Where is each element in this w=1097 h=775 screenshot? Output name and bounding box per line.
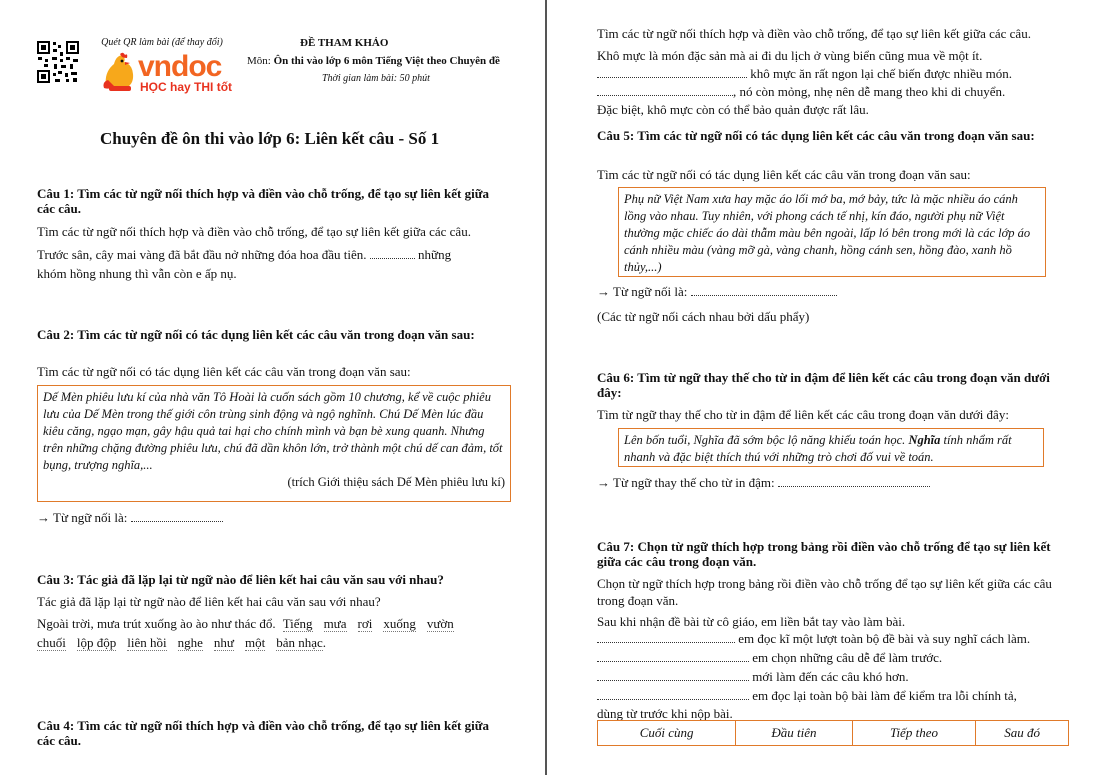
q7-line-3-text: em chọn những câu dễ để làm trước. bbox=[749, 650, 943, 665]
slogan-part-1: HỌC hay bbox=[140, 80, 191, 94]
q1-text-a: Trước sân, cây mai vàng đã bắt đầu nở những đóa hoa đầu tiên. bbox=[37, 247, 370, 262]
fill-blank[interactable] bbox=[597, 669, 749, 681]
question-5-prompt: Tìm các từ ngữ nối có tác dụng liên kết các câu văn trong đoạn văn sau: bbox=[597, 167, 971, 182]
q7-options-table bbox=[597, 720, 1069, 746]
question-3-prompt: Tác giả đã lặp lại từ ngữ nào để liên kết hai câu văn sau với nhau? bbox=[37, 594, 381, 609]
question-4-heading: Câu 4: Tìm các từ ngữ nối thích hợp và điền vào chỗ trống, để tạo sự liên kết giữa các câu. bbox=[37, 718, 490, 748]
word-chip[interactable]: xuống bbox=[383, 616, 416, 631]
q2-quote-source: (trích Giới thiệu sách Dế Mèn phiêu lưu kí) bbox=[287, 475, 505, 489]
word-chip[interactable]: nghe bbox=[177, 635, 203, 650]
q4-line-1: Khô mực là món đặc sản mà ai đi du lịch ở vùng biển cũng mua về một ít. bbox=[597, 48, 983, 63]
time-limit: Thời gian làm bài: 50 phút bbox=[322, 73, 430, 84]
question-3-line-2 bbox=[37, 634, 527, 651]
question-3-line-1 bbox=[37, 615, 527, 632]
word-chip[interactable]: Tiếng bbox=[282, 616, 313, 631]
q5-answer-label: → Từ ngữ nối là: bbox=[597, 284, 691, 299]
q2-answer-label: → Từ ngữ nối là: bbox=[37, 510, 131, 525]
question-5-note: (Các từ ngữ nối cách nhau bởi dấu phẩy) bbox=[597, 309, 810, 324]
q7-line-1: Sau khi nhận đề bài từ cô giáo, em liền bắt tay vào làm bài. bbox=[597, 614, 906, 629]
option-cell[interactable]: Tiếp theo bbox=[852, 721, 976, 746]
question-6-prompt: Tìm từ ngữ thay thế cho từ in đậm để liên kết các câu trong đoạn văn dưới đây: bbox=[597, 407, 1009, 422]
q4-line-2-text: khô mực ăn rất ngon lại chế biến được nhiều món. bbox=[747, 66, 1013, 81]
qr-code-icon[interactable] bbox=[36, 40, 80, 84]
question-6-heading: Câu 6: Tìm từ ngữ thay thế cho từ in đậm để liên kết các câu trong đoạn văn dưới đây: bbox=[597, 370, 1050, 400]
subject-line bbox=[247, 55, 500, 67]
q6-answer-label: → Từ ngữ thay thế cho từ in đậm: bbox=[597, 475, 778, 490]
option-cell[interactable]: Cuối cùng bbox=[598, 721, 736, 746]
option-cell[interactable]: Sau đó bbox=[976, 721, 1069, 746]
answer-blank[interactable] bbox=[691, 284, 837, 296]
subject-prefix: Môn: bbox=[247, 55, 274, 67]
logo-wordmark: vndoc bbox=[138, 50, 222, 83]
page-divider bbox=[545, 0, 547, 775]
question-6-passage bbox=[618, 428, 1044, 467]
question-4-prompt: Tìm các từ ngữ nối thích hợp và điền vào chỗ trống, để tạo sự liên kết giữa các câu. bbox=[597, 26, 1031, 41]
fill-blank[interactable] bbox=[597, 66, 747, 78]
page-title: Chuyên đề ôn thi vào lớp 6: Liên kết câu - Số 1 bbox=[100, 129, 440, 148]
q4-line-3 bbox=[597, 83, 1087, 100]
left-page bbox=[0, 0, 545, 775]
word-chip[interactable]: một bbox=[244, 635, 266, 650]
q2-quote-text: Dế Mèn phiêu lưu kí của nhà văn Tô Hoài là cuốn sách gồm 10 chương, kể về cuộc phiêu lưu của Dế Mèn trong thế giới côn trùng sinh động và ngộ nghĩnh. Chú Dế Mèn lúc đầu kiêu căng, ngạo mạn, gây hậu quả tai hại cho chính mình và bạn bè xung quanh. Nhưng trên những chặng đường phiêu lưu, chú đã dần khôn lớn, trở thành một chú dế can đảm, tốt bụng, trượng nghĩa,... bbox=[43, 390, 503, 472]
option-cell[interactable]: Đầu tiên bbox=[736, 721, 852, 746]
logo-slogan bbox=[140, 80, 232, 94]
q3-line2-end: . bbox=[322, 635, 326, 650]
question-7-heading: Câu 7: Chọn từ ngữ thích hợp trong bảng rồi điền vào chỗ trống để tạo sự liên kết giữa các câu trong đoạn văn. bbox=[597, 539, 1051, 569]
answer-blank[interactable] bbox=[778, 475, 930, 487]
question-2-heading: Câu 2: Tìm các từ ngữ nối có tác dụng liên kết các câu văn trong đoạn văn sau: bbox=[37, 327, 475, 342]
fill-blank[interactable] bbox=[370, 247, 415, 259]
question-2-prompt: Tìm các từ ngữ nối có tác dụng liên kết các câu văn trong đoạn văn sau: bbox=[37, 364, 411, 379]
q1-text-c: khóm hồng nhung thì vẫn còn e ấp nụ. bbox=[37, 266, 237, 281]
q3-line1-plain: Ngoài trời, mưa trút xuống ào ào như thác đổ. bbox=[37, 616, 276, 631]
question-1-text bbox=[37, 246, 517, 263]
q7-line-2 bbox=[597, 630, 1087, 647]
word-chip[interactable]: vườn bbox=[426, 616, 454, 631]
doc-type: ĐỀ THAM KHẢO bbox=[300, 37, 389, 49]
fill-blank[interactable] bbox=[597, 650, 749, 662]
question-3-heading: Câu 3: Tác giả đã lặp lại từ ngữ nào để liên kết hai câu văn sau với nhau? bbox=[37, 572, 444, 587]
answer-blank[interactable] bbox=[131, 510, 223, 522]
q7-line-6: dùng từ trước khi nộp bài. bbox=[597, 706, 733, 721]
question-2-answer bbox=[37, 509, 223, 526]
q4-line-4: Đặc biệt, khô mực còn có thể bảo quản được rất lâu. bbox=[597, 102, 869, 117]
fill-blank[interactable] bbox=[597, 631, 735, 643]
slogan-part-2: THI tốt bbox=[194, 80, 233, 94]
word-chip[interactable]: lộp độp bbox=[76, 635, 117, 650]
q7-line-2-text: em đọc kĩ một lượt toàn bộ đề bài và suy nghĩ cách làm. bbox=[735, 631, 1031, 646]
question-1-prompt: Tìm các từ ngữ nối thích hợp và điền vào chỗ trống, để tạo sự liên kết giữa các câu. bbox=[37, 224, 471, 239]
word-chip[interactable]: liên hồi bbox=[127, 635, 167, 650]
q1-text-b: những bbox=[414, 247, 452, 262]
rooster-logo-icon bbox=[100, 52, 138, 92]
fill-blank[interactable] bbox=[597, 688, 749, 700]
word-chip[interactable]: mưa bbox=[323, 616, 347, 631]
q7-line-4 bbox=[597, 668, 1087, 685]
q4-line-3-text: , nó còn mỏng, nhẹ nên dễ mang theo khi di chuyển. bbox=[733, 84, 1006, 99]
question-5-heading: Câu 5: Tìm các từ ngữ nối có tác dụng liên kết các câu văn trong đoạn văn sau: bbox=[597, 128, 1035, 143]
q4-line-2 bbox=[597, 65, 1087, 82]
q7-line-5-text: em đọc lại toàn bộ bài làm để kiểm tra lỗi chính tả, bbox=[749, 688, 1017, 703]
word-chip[interactable]: chuối bbox=[37, 635, 66, 650]
question-2-passage bbox=[37, 385, 511, 502]
question-6-answer bbox=[597, 474, 930, 491]
q6-quote-b: tính nhẩm rất nhanh và đặc biệt thích thú với những trò chơi đố vui về toán. bbox=[624, 433, 1012, 464]
q7-line-5 bbox=[597, 687, 1087, 704]
question-5-passage: Phụ nữ Việt Nam xưa hay mặc áo lối mớ ba, mớ bảy, tức là mặc nhiều áo cánh lồng vào nhau. Tuy nhiên, với phong cách tế nhị, kín đáo, người phụ nữ Việt thường mặc chiếc áo dài thẫm màu bên ngoài, lấp ló bên trong mới là các lớp áo cánh nhiều màu (vàng mỡ gà, vàng chanh, hồng cánh sen, hồng đào, xanh hồ thủy,...) bbox=[618, 187, 1046, 277]
q6-quote-a: Lên bốn tuổi, Nghĩa đã sớm bộc lộ năng khiếu toán học. bbox=[624, 433, 909, 447]
q7-line-3 bbox=[597, 649, 1087, 666]
right-page bbox=[549, 0, 1097, 775]
question-7-prompt: Chọn từ ngữ thích hợp trong bảng rồi điền vào chỗ trống để tạo sự liên kết giữa các câu trong đoạn văn. bbox=[597, 576, 1052, 608]
question-1-heading: Câu 1: Tìm các từ ngữ nối thích hợp và điền vào chỗ trống, để tạo sự liên kết giữa các câu. bbox=[37, 186, 490, 216]
fill-blank[interactable] bbox=[597, 84, 733, 96]
q7-line-4-text: mới làm đến các câu khó hơn. bbox=[749, 669, 909, 684]
question-5-answer bbox=[597, 283, 837, 300]
word-chip[interactable]: như bbox=[213, 635, 234, 650]
qr-caption: Quét QR làm bài (để thay đổi) bbox=[101, 37, 223, 48]
word-chip[interactable]: rơi bbox=[357, 616, 373, 631]
subject: Ôn thi vào lớp 6 môn Tiếng Việt theo Chuyên đề bbox=[273, 55, 500, 67]
q6-bold-word: Nghĩa bbox=[908, 433, 941, 447]
word-chip[interactable]: bản nhạc bbox=[276, 635, 323, 650]
